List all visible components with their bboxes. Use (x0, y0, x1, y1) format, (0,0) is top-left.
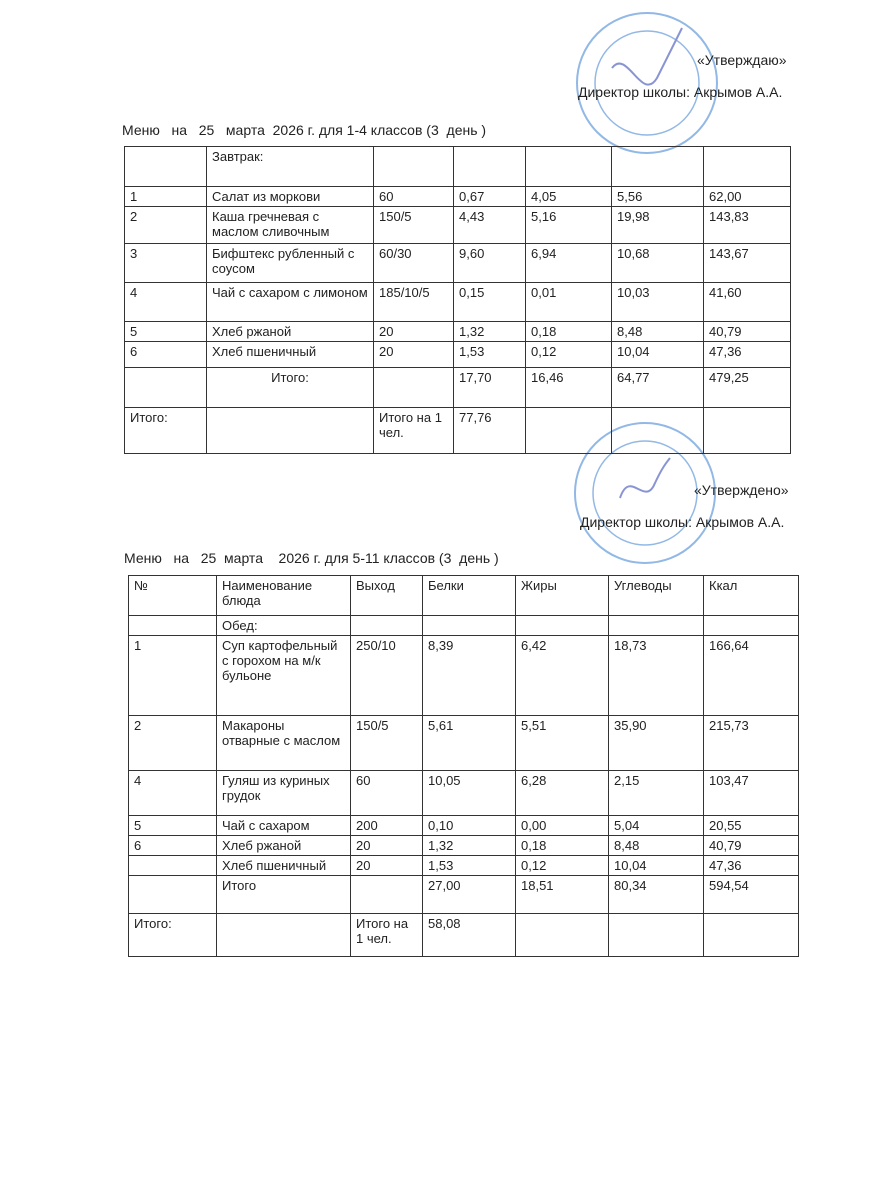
table-row (129, 836, 799, 856)
cell-number: 1 (125, 187, 207, 207)
approval-title: «Утверждаю» (697, 52, 787, 68)
table-row (129, 636, 799, 716)
cell-carbs: 35,90 (609, 716, 704, 771)
cell-fats: 5,16 (526, 207, 612, 244)
table-cell: Обед: (217, 616, 351, 636)
table-cell (454, 147, 526, 187)
section-row (125, 147, 791, 187)
table-cell (609, 914, 704, 957)
table-cell (704, 914, 799, 957)
cell-kcal: 41,60 (704, 283, 791, 322)
cell-number: 2 (125, 207, 207, 244)
table-cell (351, 616, 423, 636)
header-fats: Жиры (516, 576, 609, 616)
table-cell: 17,70 (454, 368, 526, 408)
footer-row (129, 914, 799, 957)
table-cell (516, 616, 609, 636)
cell-dish: Хлеб пшеничный (217, 856, 351, 876)
cell-kcal: 143,67 (704, 244, 791, 283)
table-cell: 27,00 (423, 876, 516, 914)
cell-portion: 185/10/5 (374, 283, 454, 322)
header-carbs: Углеводы (609, 576, 704, 616)
table-cell (374, 368, 454, 408)
cell-portion: 60 (351, 771, 423, 816)
header-number: № (129, 576, 217, 616)
table-cell (207, 408, 374, 454)
table-row (125, 207, 791, 244)
table-cell: 479,25 (704, 368, 791, 408)
menu-heading: Меню на 25 марта 2026 г. для 5-11 классов (3 день ) (124, 550, 499, 566)
cell-kcal: 215,73 (704, 716, 799, 771)
table-row (125, 342, 791, 368)
cell-dish: Хлеб ржаной (207, 322, 374, 342)
cell-carbs: 19,98 (612, 207, 704, 244)
cell-fats: 0,00 (516, 816, 609, 836)
cell-carbs: 5,04 (609, 816, 704, 836)
header-dish: Наименование блюда (217, 576, 351, 616)
approval-director: Директор школы: Акрымов А.А. (578, 84, 783, 100)
table-cell (609, 616, 704, 636)
cell-number: 4 (129, 771, 217, 816)
cell-dish: Хлеб пшеничный (207, 342, 374, 368)
cell-proteins: 1,53 (454, 342, 526, 368)
cell-dish: Гуляш из куриных грудок (217, 771, 351, 816)
table-row (125, 283, 791, 322)
table-cell (526, 147, 612, 187)
table-row (129, 856, 799, 876)
cell-carbs: 10,04 (609, 856, 704, 876)
table-cell (612, 408, 704, 454)
table-cell (704, 616, 799, 636)
table-row (129, 716, 799, 771)
cell-fats: 0,18 (526, 322, 612, 342)
cell-number: 6 (125, 342, 207, 368)
cell-portion: 20 (351, 856, 423, 876)
cell-fats: 6,94 (526, 244, 612, 283)
header-kcal: Ккал (704, 576, 799, 616)
cell-number: 2 (129, 716, 217, 771)
cell-fats: 0,12 (516, 856, 609, 876)
cell-number: 4 (125, 283, 207, 322)
header-proteins: Белки (423, 576, 516, 616)
cell-kcal: 20,55 (704, 816, 799, 836)
cell-proteins: 0,10 (423, 816, 516, 836)
cell-fats: 6,28 (516, 771, 609, 816)
table-row (125, 244, 791, 283)
cell-carbs: 8,48 (609, 836, 704, 856)
table-row (129, 771, 799, 816)
cell-proteins: 1,32 (454, 322, 526, 342)
table-cell: 594,54 (704, 876, 799, 914)
cell-proteins: 4,43 (454, 207, 526, 244)
cell-portion: 250/10 (351, 636, 423, 716)
cell-dish: Хлеб ржаной (217, 836, 351, 856)
header-portion: Выход (351, 576, 423, 616)
total-row (125, 368, 791, 408)
cell-portion: 20 (351, 836, 423, 856)
cell-kcal: 40,79 (704, 322, 791, 342)
cell-dish: Бифштекс рубленный с соусом (207, 244, 374, 283)
cell-kcal: 47,36 (704, 856, 799, 876)
table-cell (217, 914, 351, 957)
cell-dish: Суп картофельный с горохом на м/к бульоне (217, 636, 351, 716)
cell-kcal: 103,47 (704, 771, 799, 816)
section-row (129, 616, 799, 636)
cell-dish: Макароны отварные с маслом (217, 716, 351, 771)
menu-heading: Меню на 25 марта 2026 г. для 1-4 классов (3 день ) (122, 122, 487, 138)
table-cell (704, 147, 791, 187)
cell-carbs: 2,15 (609, 771, 704, 816)
table-cell (374, 147, 454, 187)
school-seal-stamp (572, 8, 722, 158)
cell-portion: 60 (374, 187, 454, 207)
cell-proteins: 10,05 (423, 771, 516, 816)
table-cell (351, 876, 423, 914)
cell-number: 6 (129, 836, 217, 856)
table-cell: 16,46 (526, 368, 612, 408)
cell-fats: 0,18 (516, 836, 609, 856)
cell-kcal: 143,83 (704, 207, 791, 244)
cell-dish: Чай с сахаром (217, 816, 351, 836)
cell-portion: 60/30 (374, 244, 454, 283)
table-cell (125, 147, 207, 187)
cell-carbs: 10,04 (612, 342, 704, 368)
cell-fats: 0,01 (526, 283, 612, 322)
footer-row (125, 408, 791, 454)
cell-proteins: 0,67 (454, 187, 526, 207)
cell-portion: 150/5 (351, 716, 423, 771)
approval-director: Директор школы: Акрымов А.А. (580, 514, 785, 530)
table-cell (516, 914, 609, 957)
table-cell (129, 876, 217, 914)
cell-kcal: 47,36 (704, 342, 791, 368)
table-cell (704, 408, 791, 454)
cell-dish: Чай с сахаром с лимоном (207, 283, 374, 322)
table-cell (129, 616, 217, 636)
table-cell: Итого: (129, 914, 217, 957)
table-cell: Итого на 1 чел. (374, 408, 454, 454)
cell-carbs: 10,03 (612, 283, 704, 322)
cell-fats: 4,05 (526, 187, 612, 207)
cell-carbs: 10,68 (612, 244, 704, 283)
cell-fats: 5,51 (516, 716, 609, 771)
cell-portion: 200 (351, 816, 423, 836)
cell-fats: 0,12 (526, 342, 612, 368)
cell-proteins: 5,61 (423, 716, 516, 771)
approval-title: «Утверждено» (694, 482, 789, 498)
table-row (125, 322, 791, 342)
cell-fats: 6,42 (516, 636, 609, 716)
table-row (129, 816, 799, 836)
table-cell: 77,76 (454, 408, 526, 454)
cell-number: 5 (129, 816, 217, 836)
table-cell: Итого: (125, 408, 207, 454)
cell-carbs: 5,56 (612, 187, 704, 207)
cell-proteins: 8,39 (423, 636, 516, 716)
table-cell (423, 616, 516, 636)
cell-proteins: 9,60 (454, 244, 526, 283)
cell-number: 5 (125, 322, 207, 342)
table-cell: 80,34 (609, 876, 704, 914)
cell-carbs: 18,73 (609, 636, 704, 716)
menu-table-1-4 (124, 146, 791, 454)
cell-kcal: 62,00 (704, 187, 791, 207)
table-cell: Итого на 1 чел. (351, 914, 423, 957)
table-cell (526, 408, 612, 454)
table-cell: Итого: (207, 368, 374, 408)
header-row (129, 576, 799, 616)
table-cell: Итого (217, 876, 351, 914)
cell-carbs: 8,48 (612, 322, 704, 342)
table-cell: 18,51 (516, 876, 609, 914)
cell-portion: 20 (374, 322, 454, 342)
cell-proteins: 1,53 (423, 856, 516, 876)
table-cell (612, 147, 704, 187)
cell-portion: 150/5 (374, 207, 454, 244)
table-cell: 64,77 (612, 368, 704, 408)
cell-number: 1 (129, 636, 217, 716)
cell-dish: Салат из моркови (207, 187, 374, 207)
cell-kcal: 166,64 (704, 636, 799, 716)
table-cell: 58,08 (423, 914, 516, 957)
cell-portion: 20 (374, 342, 454, 368)
cell-number: 3 (125, 244, 207, 283)
cell-number (129, 856, 217, 876)
table-row (125, 187, 791, 207)
cell-dish: Каша гречневая с маслом сливочным (207, 207, 374, 244)
table-cell: Завтрак: (207, 147, 374, 187)
menu-table-5-11 (128, 575, 799, 957)
table-cell (125, 368, 207, 408)
cell-proteins: 1,32 (423, 836, 516, 856)
cell-kcal: 40,79 (704, 836, 799, 856)
cell-proteins: 0,15 (454, 283, 526, 322)
total-row (129, 876, 799, 914)
